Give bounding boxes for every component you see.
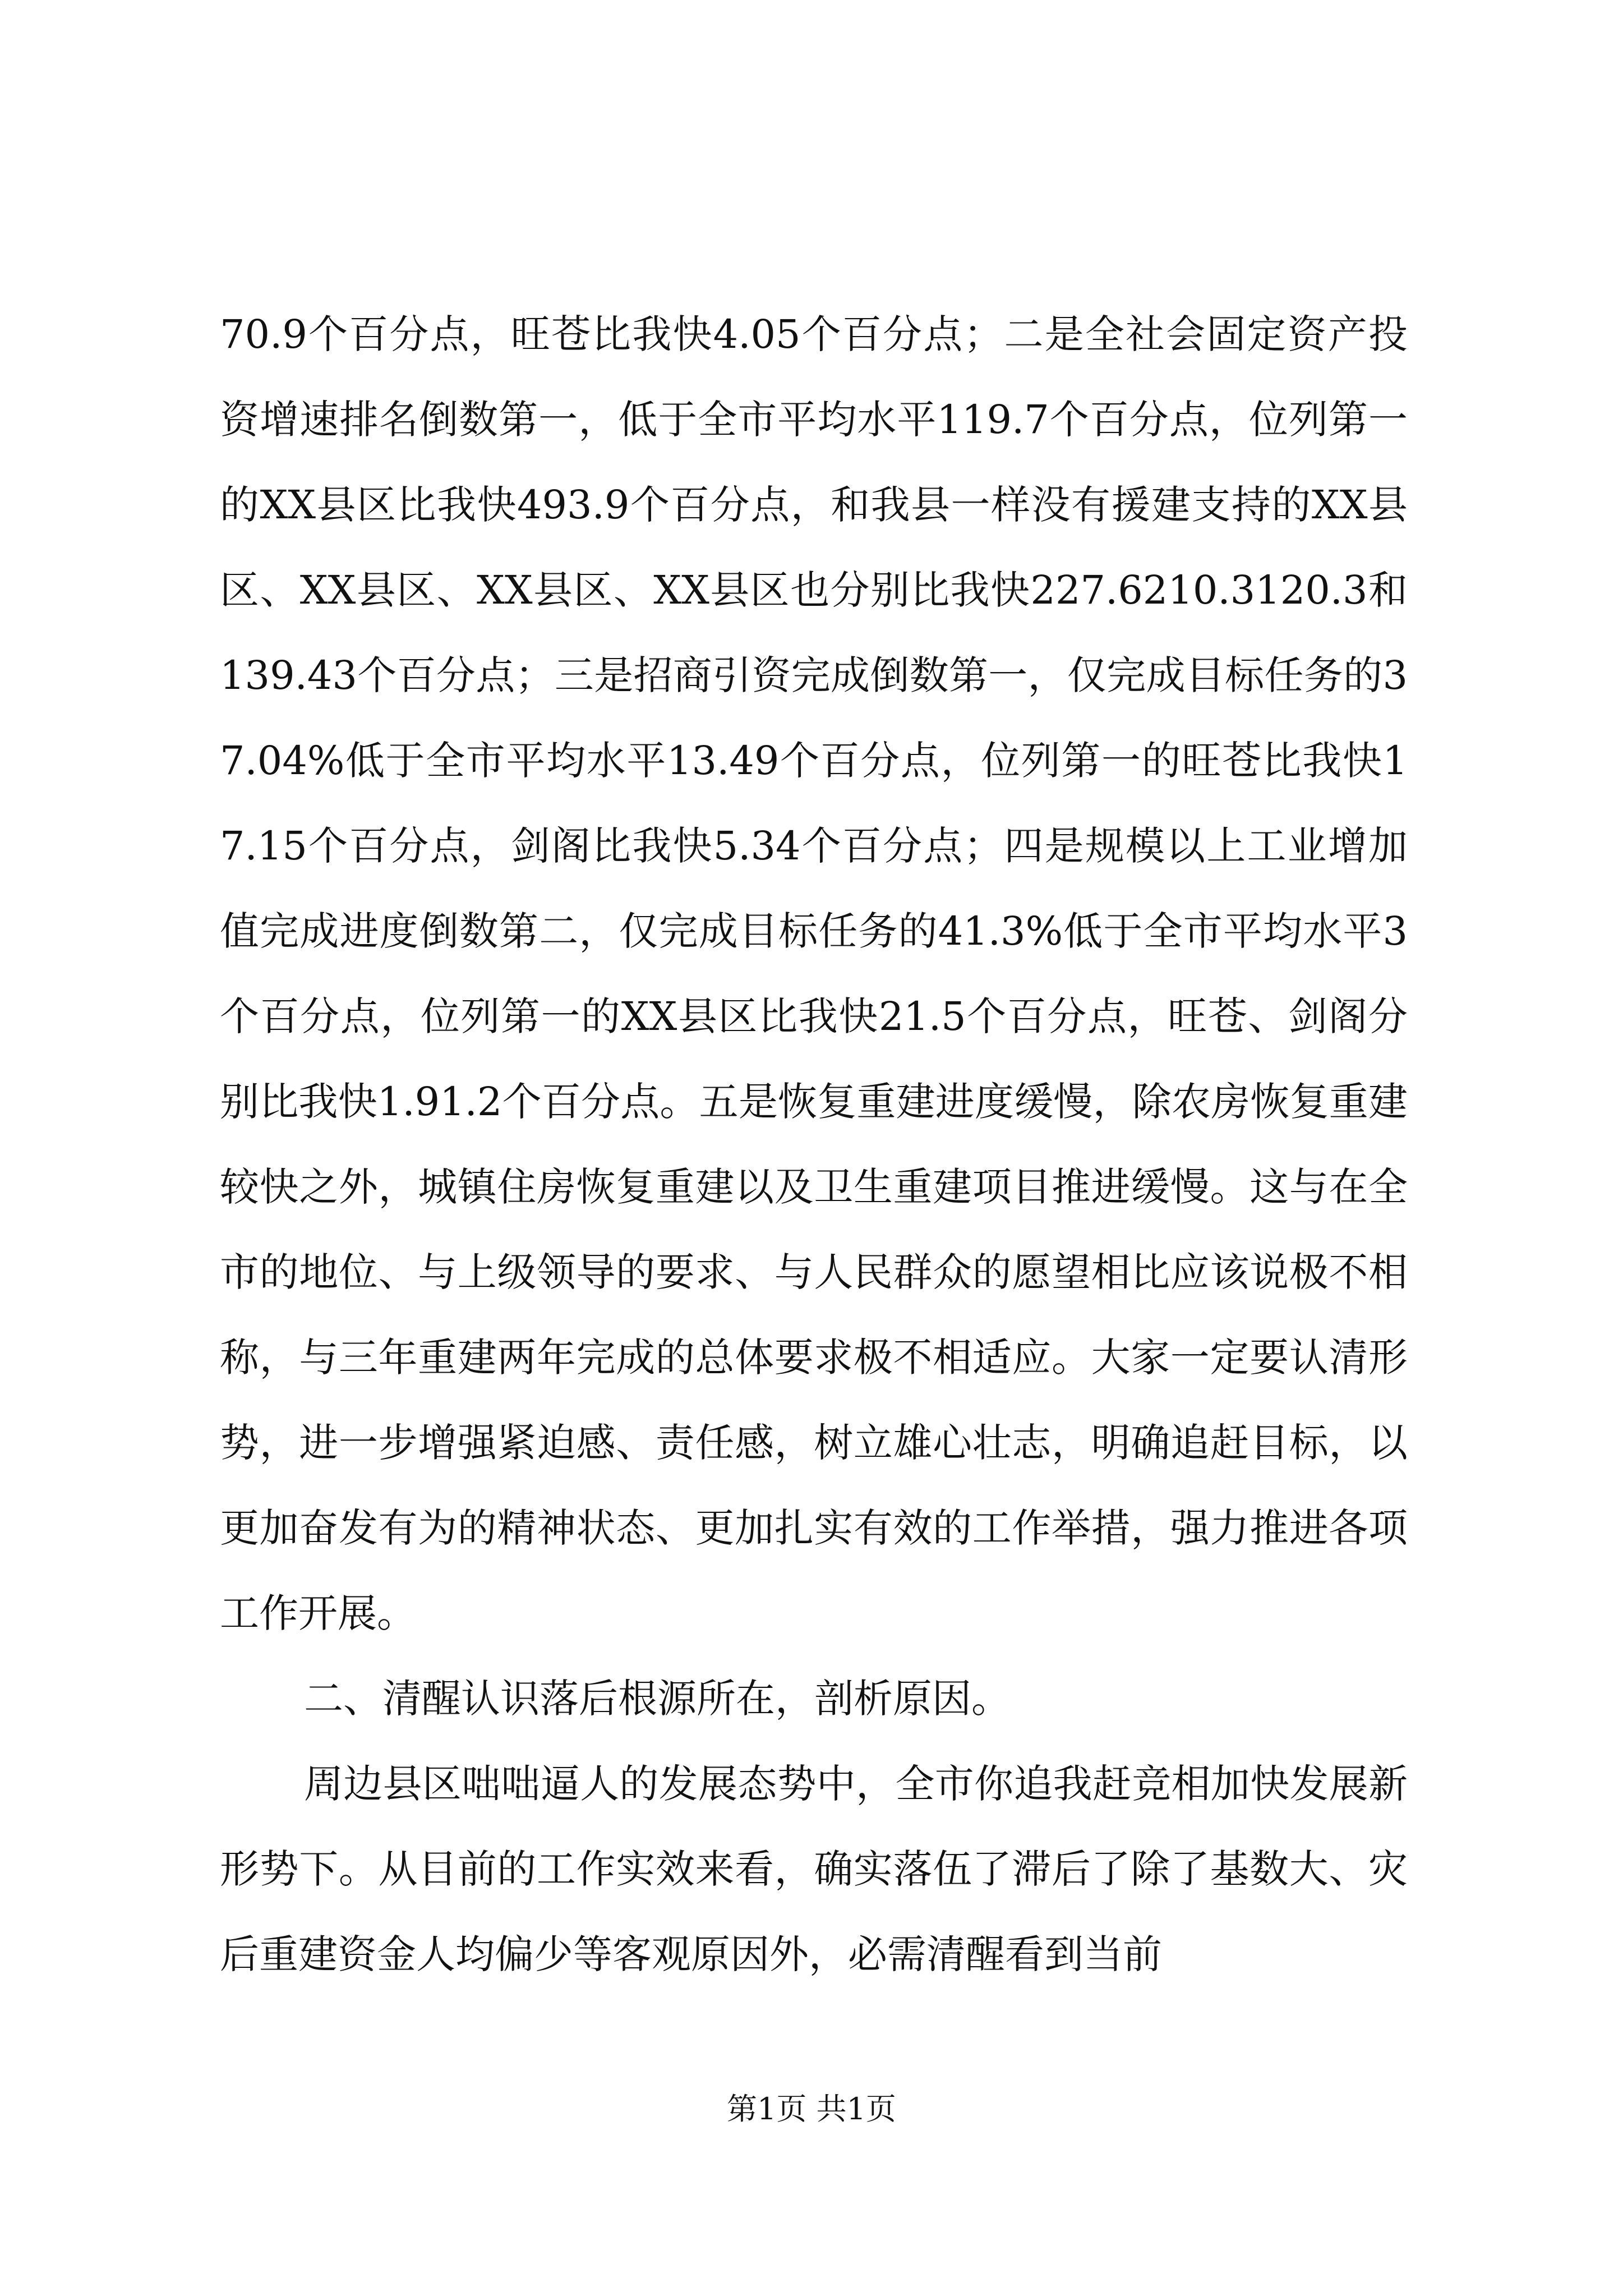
paragraph: 周边县区咄咄逼人的发展态势中，全市你追我赶竞相加快发展新形势下。从目前的工作实效来看，确实落伍了滞后了除了基数大、灾后重建资金人均偏少等客观原因外，必需清醒看到当前 <box>220 1761 1408 1977</box>
page-footer: 第1页 共1页 <box>727 2091 896 2127</box>
section-heading: 二、清醒认识落后根源所在，剖析原因。 <box>304 1676 1011 1722</box>
document-body <box>220 292 1408 1997</box>
paragraph-continuation: 70.9个百分点，旺苍比我快4.05个百分点；二是全社会固定资产投资增速排名倒数第一，低于全市平均水平119.7个百分点，位列第一的XX县区比我快493.9个百分点，和我县一样没有援建支持的XX县区、XX县区、XX县区、XX县区也分别比我快227.6210.3120.3和139.43个百分点；三是招商引资完成倒数第一，仅完成目标任务的37.04%低于全市平均水平13.49个百分点，位列第一的旺苍比我快17.15个百分点，剑阁比我快5.34个百分点；四是规模以上工业增加值完成进度倒数第二，仅完成目标任务的41.3%低于全市平均水平3个百分点，位列第一的XX县区比我快21.5个百分点，旺苍、剑阁分别比我快1.91.2个百分点。五是恢复重建进度缓慢，除农房恢复重建较快之外，城镇住房恢复重建以及卫生重建项目推进缓慢。这与在全市的地位、与上级领导的要求、与人民群众的愿望相比应该说极不相称，与三年重建两年完成的总体要求极不相适应。大家一定要认清形势，进一步增强紧迫感、责任感，树立雄心壮志，明确追赶目标，以更加奋发有为的精神状态、更加扎实有效的工作举措，强力推进各项工作开展。 <box>220 311 1408 1636</box>
